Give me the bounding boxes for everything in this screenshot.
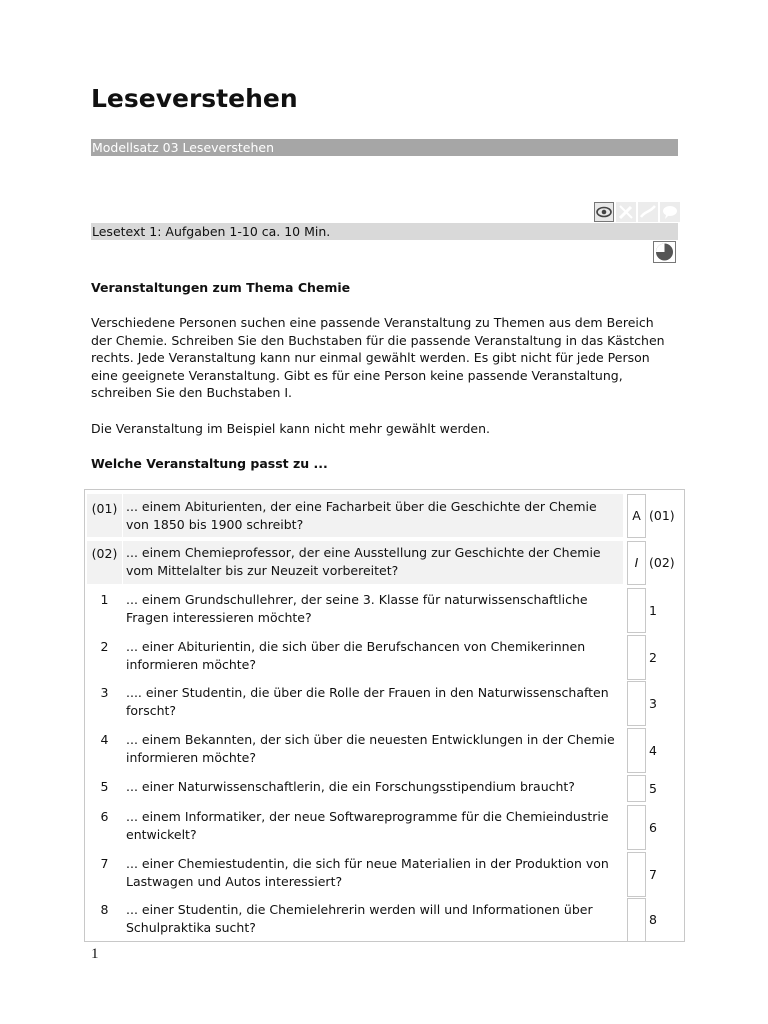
instruction-line: rechts. Jede Veranstaltung kann nur einmal gewählt werden. Es gibt nicht für jede Person <box>91 350 650 365</box>
item-question <box>123 778 623 796</box>
answer-box[interactable] <box>627 805 646 850</box>
table-row <box>85 728 684 771</box>
answer-label: 4 <box>649 743 657 758</box>
question-line: forscht? <box>126 702 177 718</box>
answer-label: 8 <box>649 912 657 927</box>
question-line: ... einem Abiturienten, der eine Facharbeit über die Geschichte der Chemie <box>126 499 597 514</box>
item-number: 7 <box>100 856 109 871</box>
question-line: ... einer Naturwissenschaftlerin, die ein Forschungsstipendium braucht? <box>126 779 575 794</box>
answer-box: A <box>627 494 646 538</box>
answer-box[interactable] <box>627 588 646 633</box>
question-line: vom Mittelalter bis zur Neuzeit vorbereitet? <box>126 562 399 578</box>
question-line: informieren möchte? <box>126 749 256 765</box>
answer-box[interactable] <box>627 635 646 680</box>
item-number: (02) <box>87 541 122 584</box>
item-number: 6 <box>100 809 109 824</box>
question-line: ... einem Bekannten, der sich über die neuesten Entwicklungen in der Chemie <box>126 732 615 747</box>
question-line: Fragen interessieren möchte? <box>126 609 312 625</box>
skill-icons <box>594 202 680 222</box>
question-line: Lastwagen und Autos interessiert? <box>126 873 343 889</box>
eye-icon <box>594 202 614 222</box>
speech-icon <box>660 202 680 222</box>
question-line: .... einer Studentin, die über die Rolle der Frauen in den Naturwissenschaften <box>126 685 609 700</box>
answer-label: 3 <box>649 696 657 711</box>
item-number: (01) <box>87 494 122 537</box>
answer-label: 6 <box>649 820 657 835</box>
item-number: 2 <box>100 639 109 654</box>
table-row <box>85 898 684 941</box>
item-question <box>123 541 623 584</box>
matching-table <box>84 489 685 942</box>
item-question <box>123 855 623 890</box>
page-number: 1 <box>91 946 99 962</box>
answer-label: 7 <box>649 867 657 882</box>
write-icon <box>638 202 658 222</box>
item-number: 8 <box>100 902 109 917</box>
item-number: 4 <box>100 732 109 747</box>
item-number: 1 <box>100 592 109 607</box>
item-number: 5 <box>100 779 109 794</box>
answer-label: (02) <box>649 555 675 570</box>
answer-label: 5 <box>649 781 657 796</box>
question-line: ... einer Chemiestudentin, die sich für neue Materialien in der Produktion von <box>126 856 609 871</box>
item-question <box>123 901 623 936</box>
clock-icon <box>653 241 676 263</box>
question-line: informieren möchte? <box>126 656 256 672</box>
answer-box[interactable] <box>627 898 646 942</box>
answer-box[interactable] <box>627 775 646 802</box>
answer-box[interactable] <box>627 852 646 897</box>
page-title: Leseverstehen <box>91 84 298 113</box>
question-prompt: Welche Veranstaltung passt zu ... <box>91 456 328 471</box>
instruction-line: Verschiedene Personen suchen eine passende Veranstaltung zu Themen aus dem Bereich <box>91 315 654 330</box>
question-line: ... einer Abiturientin, die sich über die Berufschancen von Chemikerinnen <box>126 639 586 654</box>
item-question <box>123 638 623 673</box>
subsection-bar: Lesetext 1: Aufgaben 1-10 ca. 10 Min. <box>91 223 678 240</box>
pen-icon <box>616 202 636 222</box>
question-line: ... einem Chemieprofessor, der eine Ausstellung zur Geschichte der Chemie <box>126 545 601 560</box>
section-heading: Veranstaltungen zum Thema Chemie <box>91 280 351 295</box>
instruction-line: schreiben Sie den Buchstaben I. <box>91 385 292 400</box>
section-bar: Modellsatz 03 Leseverstehen <box>91 139 678 156</box>
instructions <box>91 314 681 402</box>
instruction-line: der Chemie. Schreiben Sie den Buchstaben für die passende Veranstaltung in das Kästchen <box>91 332 665 348</box>
table-row <box>85 541 684 584</box>
question-line: entwickelt? <box>126 826 197 842</box>
table-row <box>85 494 684 537</box>
table-row <box>85 775 684 803</box>
item-question <box>123 808 623 843</box>
item-number: 3 <box>100 685 109 700</box>
question-line: Schulpraktika sucht? <box>126 919 256 935</box>
table-row <box>85 588 684 631</box>
question-line: ... einer Studentin, die Chemielehrerin werden will und Informationen über <box>126 902 593 917</box>
item-question <box>123 731 623 766</box>
answer-label: 1 <box>649 603 657 618</box>
table-row <box>85 852 684 895</box>
question-line: ... einem Informatiker, der neue Softwareprogramme für die Chemieindustrie <box>126 809 609 824</box>
answer-label: 2 <box>649 650 657 665</box>
item-question <box>123 591 623 626</box>
table-row <box>85 681 684 724</box>
item-question <box>123 494 623 537</box>
instruction-line: eine geeignete Veranstaltung. Gibt es für eine Person keine passende Veranstaltung, <box>91 367 623 383</box>
answer-box[interactable] <box>627 681 646 726</box>
question-line: von 1850 bis 1900 schreibt? <box>126 516 304 532</box>
answer-box[interactable] <box>627 728 646 773</box>
answer-box: I <box>627 541 646 585</box>
table-row <box>85 805 684 848</box>
table-row <box>85 635 684 678</box>
answer-label: (01) <box>649 508 675 523</box>
question-line: ... einem Grundschullehrer, der seine 3. Klasse für naturwissenschaftliche <box>126 592 588 607</box>
item-question <box>123 684 623 719</box>
example-note: Die Veranstaltung im Beispiel kann nicht mehr gewählt werden. <box>91 421 490 436</box>
